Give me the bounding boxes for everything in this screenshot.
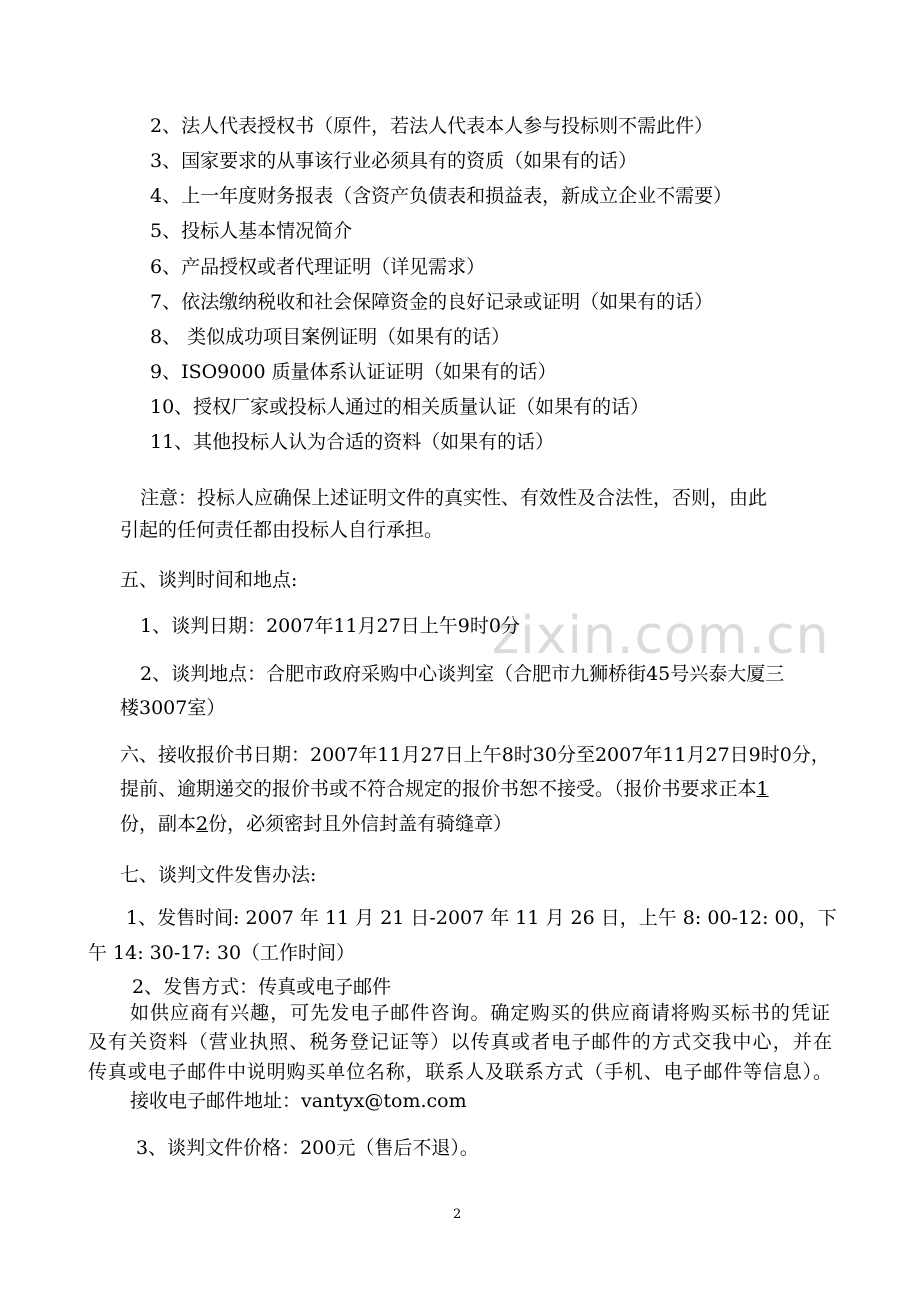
section7-method: 2、发售方式：传真或电子邮件	[132, 976, 392, 998]
section6-line-3-c: 份，必须密封且外信封盖有骑缝章）	[208, 813, 513, 835]
section6-line-3	[120, 812, 512, 836]
section5-heading: 五、谈判时间和地点:	[120, 569, 298, 591]
list-item: 8、 类似成功项目案例证明（如果有的话）	[150, 326, 511, 348]
section7-heading: 七、谈判文件发售办法:	[120, 864, 317, 886]
list-item: 2、法人代表授权书（原件，若法人代表本人参与投标则不需此件）	[150, 115, 714, 137]
note-line-2: 引起的任何责任都由投标人自行承担。	[120, 519, 444, 541]
section7-price: 3、谈判文件价格：200元（售后不退）。	[136, 1137, 479, 1159]
section7-time-line-1: 1、发售时间: 2007 年 11 月 21 日-2007 年 11 月 26 日，上午 8: 00-12: 00，下	[126, 907, 837, 929]
section6-line-1: 六、接收报价书日期：2007年11月27日上午8时30分至2007年11月27日9时0分，	[120, 744, 830, 766]
note-line-1: 注意：投标人应确保上述证明文件的真实性、有效性及合法性，否则，由此	[140, 487, 768, 509]
duplicate-copies-count: 2	[196, 813, 209, 835]
section5-date: 1、谈判日期：2007年11月27日上午9时0分	[140, 615, 520, 637]
section6-line-2-text: 提前、逾期递交的报价书或不符合规定的报价书恕不接受。（报价书要求正本	[120, 778, 757, 800]
list-item: 4、上一年度财务报表（含资产负债表和损益表，新成立企业不需要）	[150, 185, 733, 207]
list-item: 7、依法缴纳税收和社会保障资金的良好记录或证明（如果有的话）	[150, 291, 714, 313]
section5-place-line-1: 2、谈判地点：合肥市政府采购中心谈判室（合肥市九狮桥街45号兴泰大厦三	[140, 663, 785, 685]
list-item: 3、国家要求的从事该行业必须具有的资质（如果有的话）	[150, 150, 638, 172]
original-copies-count: 1	[756, 778, 769, 800]
list-item: 5、投标人基本情况简介	[150, 220, 353, 242]
section7-time-line-2: 午 14: 30-17: 30（工作时间）	[88, 942, 356, 964]
section7-para-line-1: 如供应商有兴趣，可先发电子邮件咨询。确定购买的供应商请将购买标书的凭证	[130, 1002, 830, 1024]
list-item: 10、授权厂家或投标人通过的相关质量认证（如果有的话）	[150, 396, 650, 418]
section7-para-line-3: 传真或电子邮件中说明购买单位名称，联系人及联系方式（手机、电子邮件等信息）。	[88, 1061, 832, 1083]
list-item: 11、其他投标人认为合适的资料（如果有的话）	[150, 431, 555, 453]
section7-email: 接收电子邮件地址：vantyx@tom.com	[130, 1090, 467, 1112]
list-item: 9、ISO9000 质量体系认证证明（如果有的话）	[150, 361, 557, 383]
watermark: zixin.com.cn	[492, 606, 830, 666]
list-item: 6、产品授权或者代理证明（详见需求）	[150, 256, 486, 278]
page-number: 2	[453, 1207, 462, 1222]
section5-place-line-2: 楼3007室）	[120, 697, 226, 719]
section6-line-2	[120, 777, 769, 801]
section7-para-line-2: 及有关资料（营业执照、税务登记证等）以传真或者电子邮件的方式交我中心，并在	[88, 1031, 832, 1053]
section6-line-3-a: 份，副本	[120, 813, 197, 835]
